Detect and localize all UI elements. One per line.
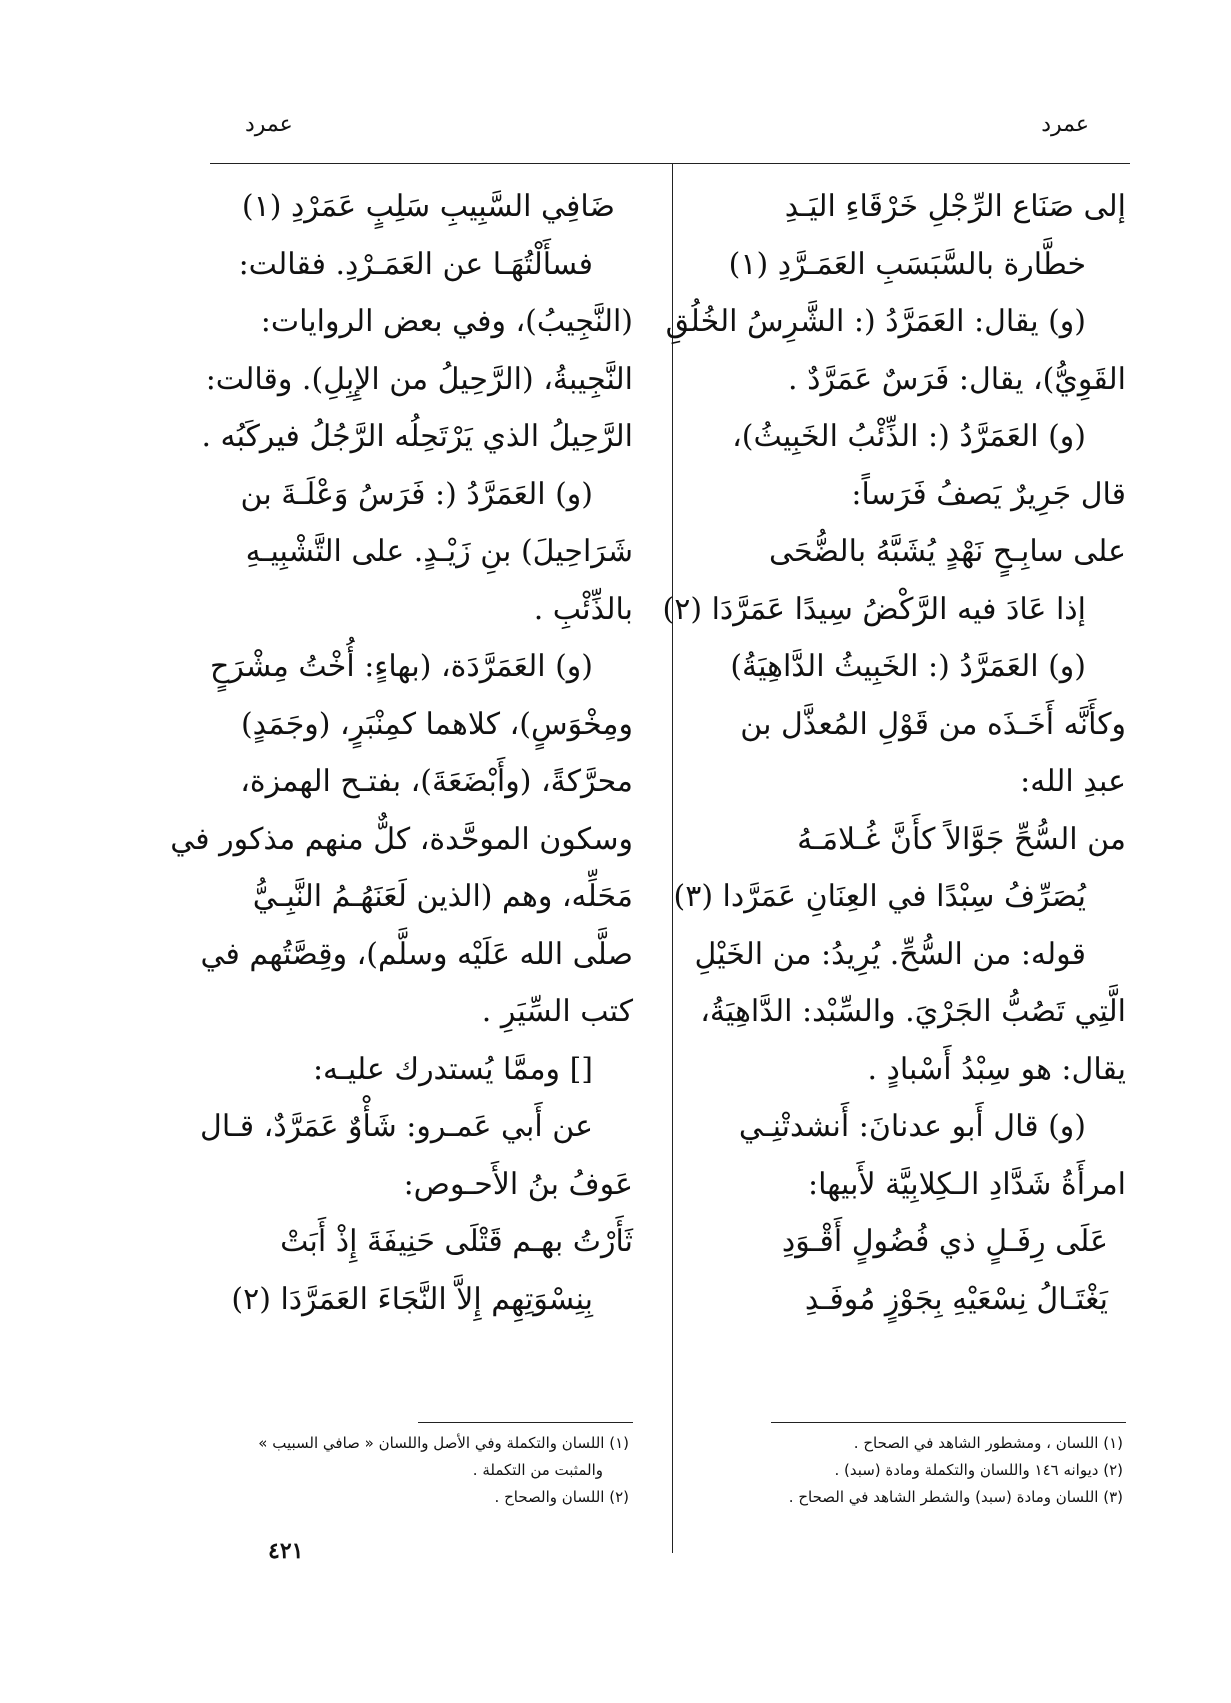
text-line: وسكون الموحَّدة، كلٌّ منهم مذكور في: [170, 821, 633, 857]
verse-line: من السُّحِّ جَوَّالاً كأَنَّ غُـلامَـهُ: [797, 821, 1126, 857]
running-head-right: عمرد: [1041, 112, 1089, 137]
text-line: خطَّارة بالسَّبَسَبِ العَمَـرَّدِ (١): [728, 246, 1086, 282]
left-column: [170, 178, 633, 1328]
footnote-continuation: والمثبت من التكملة .: [472, 1461, 603, 1479]
verse-line: ضَافِي السَّبِيبِ سَلِبٍ عَمَرْدِ (١): [241, 189, 615, 224]
text-line: كتب السِّيَرِ .: [481, 994, 633, 1029]
text-line: صلَّى الله عَلَيْه وسلَّم)، وقِصَّتُهم في: [200, 936, 633, 972]
footnotes-left: [209, 1430, 629, 1511]
footnote: (١) اللسان ، ومشطور الشاهد في الصحاح .: [853, 1434, 1123, 1452]
footnote: (٢) ديوانه ١٤٦ واللسان والتكملة ومادة (سبد) .: [834, 1461, 1123, 1479]
verse-line: يَغْتَـالُ نِسْعَيْهِ بِجَوْزٍ مُوفَـدِ: [804, 1281, 1108, 1317]
verse-line: يُصَرِّفُ سِبْدًا في العِنَانِ عَمَرَّدا (٣): [673, 879, 1086, 914]
verse-line: عَلَى رِفَـلٍ ذي فُضُولٍ أَقْـوَدِ: [781, 1224, 1108, 1259]
verse-line: إذا عَادَ فيه الرَّكْضُ سِيدًا عَمَرَّدَا (٢): [662, 591, 1086, 627]
text-line: فسأَلْتُهَـا عن العَمَـرْدِ. فقالت:: [238, 246, 593, 282]
text-line: النَّجِيبةُ، (الرَّحِيلُ من الإِبِلِ). وقالت:: [205, 361, 633, 397]
verse-line: بِنِسْوَتِهِم إِلاَّ النَّجَاءَ العَمَرَّدَا (٢): [231, 1281, 593, 1317]
text-line: القَوِيُّ)، يقال: فَرَسٌ عَمَرَّدٌ .: [788, 361, 1126, 397]
text-line: الرَّحِيلُ الذي يَرْتَحِلُه الرَّجُلُ فيركَبُه .: [201, 419, 633, 454]
text-line: (و) العَمَرَّدُ (: الخَبِيثُ الدَّاهِيَةُ): [730, 649, 1086, 684]
text-line: مَحَلِّه، وهم (الذين لَعَنَهُـمُ النَّبِـيُّ: [252, 879, 633, 914]
text-line: محرَّكةً، (وأَبْضَعَةَ)، بفتـح الهمزة،: [240, 764, 633, 799]
verse-line: على سابِـحٍ نَهْدٍ يُشَبَّهُ بالضُّحَى: [769, 534, 1126, 569]
footnotes-right: [578, 1430, 1123, 1511]
page-number: ٤٢١: [268, 1538, 304, 1564]
text-line: (و) قال أَبو عدنانَ: أَنشدتْنِـي: [738, 1109, 1086, 1144]
footnote: (٣) اللسان ومادة (سبد) والشطر الشاهد في الصحاح .: [788, 1488, 1123, 1506]
text-line: بالذِّئْبِ .: [533, 591, 633, 627]
text-line: قال جَرِيرٌ يَصفُ فَرَساً:: [851, 476, 1126, 512]
text-line: وكأَنَّه أَخَـذَه من قَوْلِ المُعذَّل بن: [740, 706, 1126, 742]
text-line: قوله: من السُّحِّ. يُرِيدُ: من الخَيْلِ: [694, 936, 1086, 972]
text-line: (و) يقال: العَمَرَّدُ (: الشَّرِسُ الخُلُقِ: [665, 304, 1086, 339]
running-head-left: عمرد: [245, 112, 293, 137]
text-line: [] وممَّا يُستدرك عليـه:: [312, 1051, 593, 1087]
header-rule: [210, 163, 1130, 164]
text-line: عبدِ الله:: [1020, 764, 1126, 799]
footnote-rule-left: [418, 1422, 633, 1423]
footnote: (١) اللسان والتكملة وفي الأصل واللسان « صافي السبيب »: [258, 1434, 629, 1452]
text-line: الَّتِي تَصُبُّ الجَرْيَ. والسِّبْد: الدَّاهِيَةُ،: [700, 994, 1126, 1029]
text-line: إلى صَنَاع الرِّجْلِ خَرْقَاءِ اليَـدِ: [784, 189, 1126, 224]
text-line: عن أَبي عَمـرو: شَأْوٌ عَمَرَّدٌ، قـال: [200, 1109, 593, 1144]
text-line: امرأَةُ شَدَّادِ الـكِلابِيَّة لأَبيها:: [807, 1166, 1126, 1202]
text-line: يقال: هو سِبْدُ أَسْبادٍ .: [867, 1051, 1126, 1087]
text-line: شَرَاحِيلَ) بنِ زَيْـدٍ. على التَّشْبِيـهِ: [245, 534, 633, 569]
text-line: (و) العَمَرَّدُ (: فَرَسُ وَعْلَـةَ بن: [240, 476, 593, 512]
right-column: [581, 178, 1126, 1328]
text-line: (و) العَمَرَّدَة، (بهاءٍ: أُخْتُ مِشْرَحٍ: [210, 649, 593, 684]
footnote-rule-right: [771, 1422, 1126, 1423]
verse-line: ثَأَرْتُ بهـم قَتْلَى حَنِيفَةَ إِذْ أَبَتْ: [280, 1224, 633, 1259]
text-line: (النَّجِيبُ)، وفي بعض الروايات:: [260, 304, 633, 339]
text-line: (و) العَمَرَّدُ (: الذِّئْبُ الخَبِيثُ)،: [732, 419, 1086, 454]
text-line: عَوفُ بنُ الأَحـوص:: [403, 1166, 633, 1202]
text-line: ومِخْوَسٍ)، كلاهما كمِنْبَرٍ، (وجَمَدٍ): [240, 706, 633, 742]
footnote: (٢) اللسان والصحاح .: [494, 1488, 629, 1506]
